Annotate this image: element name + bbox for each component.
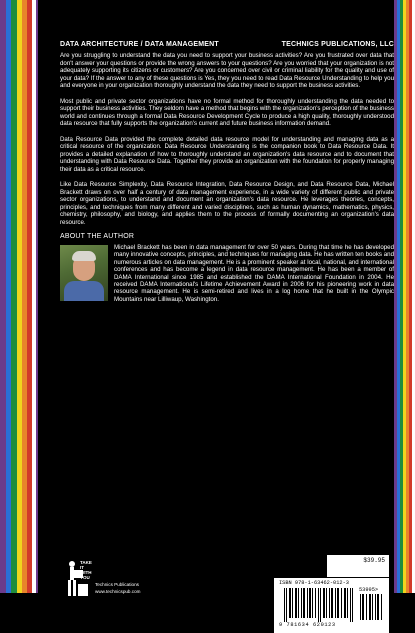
intro-paragraph: Are you struggling to understand the data you need to support your business activities? Are you frustrated over data that don't answer your questions or provide the wrong answers to your questions? Are you worried that your organization is not adequately supporting its citizens or customers? Are you concerned over civil or criminal liability for the quality and use of your data? If the answer to any of these questions is Yes, they you need to read Data Resource Understanding to help you and everyone in your organization thoroughly understand the data they need to support the business activities. — [60, 52, 394, 89]
logo-word: TAKE — [80, 560, 92, 565]
logo-word: IT — [80, 565, 84, 570]
isbn-label: ISBN 978-1-63462-012-3 — [279, 580, 349, 586]
logo-word: WITH — [80, 570, 92, 575]
author-photo — [60, 245, 108, 301]
cover-header — [60, 41, 394, 48]
category-label: DATA ARCHITECTURE / DATA MANAGEMENT — [60, 41, 219, 48]
logo-word: YOU — [80, 575, 90, 580]
about-author-section — [60, 244, 394, 303]
left-stripe — [36, 0, 38, 593]
method-paragraph: Most public and private sector organizations have no formal method for thoroughly understanding the data needed to support their business activities. They seldom have a method that begins with the organization's perception of the business world and continues through a formal Data Resource Development Cycle to produce a high quality, thoroughly understood data resource that fully supports the organization's current and future business information demand. — [60, 97, 394, 127]
companion-paragraph: Data Resource Data provided the complete detailed data resource model for understanding and managing data as a critical resource of the organization. Data Resource Understanding is the companion book to Data Resource Data. It provides a detailed explanation of how to thoroughly understand an organization's data resource and to document that understanding with Data Resource Data. Together they provide an organization with the foundation for properly managing their data as a critical resource. — [60, 135, 394, 173]
top-color-stripes — [0, 0, 415, 38]
experience-paragraph: Like Data Resource Simplexity, Data Resource Integration, Data Resource Design, and Data Resource Data, Michael Brackett draws on over half a century of data management experience, in a wide variety of different public and private sector organizations, to understand and document an organization's data resource. He leverages theories, concepts, principles, and techniques from many different and varied disciplines, such as human dynamics, mathematics, physics, chemistry, philosophy, and biology, and applies them to the process of formally documenting an organization's data resource. — [60, 181, 394, 226]
addon-bars — [360, 594, 384, 620]
publisher-logo — [66, 558, 90, 606]
barcode-bars — [284, 588, 356, 622]
cover-footer — [60, 558, 394, 631]
publisher-label: TECHNICS PUBLICATIONS, LLC — [281, 41, 394, 48]
about-author-heading: ABOUT THE AUTHOR — [60, 233, 135, 240]
barcode-addon: 53995> — [359, 587, 379, 593]
publisher-name: Technics Publications — [95, 582, 139, 587]
publisher-website[interactable]: www.technicspub.com — [95, 589, 141, 594]
back-cover-content — [60, 38, 394, 628]
isbn-barcode — [274, 578, 389, 633]
price-tag: $39.95 — [327, 555, 389, 577]
author-bio: Michael Brackett has been in data management for over 50 years. During that time he has developed many innovative concepts, principles, and techniques for managing data. He has written ten books and numerous articles on data management. He is a prominent speaker at local, national, and international conferences and has become a legend in data resource management. He has been a member of DAMA International since 1985 and established the DAMA International Foundation in 2004. He received DAMA International's Lifetime Achievement Award in 2006 for his pioneering work in data resource management. He is semi-retired and lives in a log home that he built in the Olympic Mountains near Lilliwaup, Washington. — [114, 244, 394, 303]
barcode-number: 9 781634 620123 — [279, 622, 336, 628]
